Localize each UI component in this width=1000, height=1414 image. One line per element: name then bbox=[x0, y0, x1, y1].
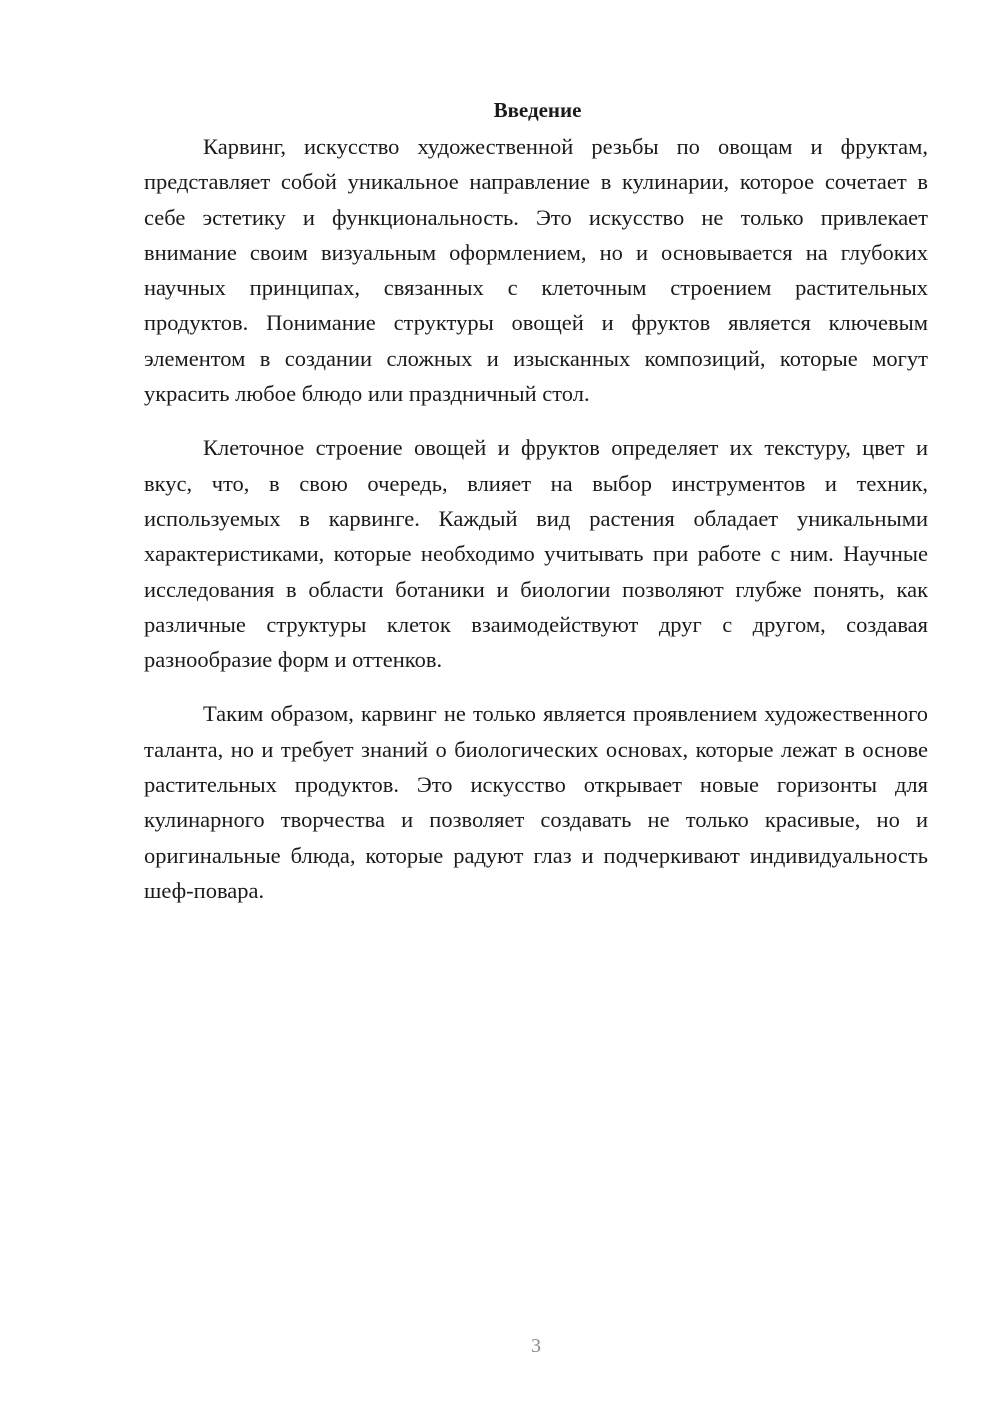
paragraph-cell-structure: Клеточное строение овощей и фруктов определяет их текстуру, цвет и вкус, что, в свою очередь, влияет на выбор инструментов и техник, используемых в карвинге. Каждый вид растения обладает уникальными характеристиками, которые необходимо учитывать при работе с ним. Научные исследования в области ботаники и биологии позволяют глубже понять, как различные структуры клеток взаимодействуют друг с другом, создавая разнообразие форм и оттенков. bbox=[144, 435, 928, 673]
page-content bbox=[144, 92, 928, 908]
page-number: 3 bbox=[531, 1335, 541, 1357]
paragraph-intro: Карвинг, искусство художественной резьбы по овощам и фруктам, представляет собой уникальное направление в кулинарии, которое сочетает в себе эстетику и функциональность. Это искусство не только привлекает внимание своим визуальным оформлением, но и основывается на глубоких научных принципах, связанных с клеточным строением растительных продуктов. Понимание структуры овощей и фруктов является ключевым элементом в создании сложных и изысканных композиций, которые могут украсить любое блюдо или праздничный стол. bbox=[144, 134, 928, 407]
section-heading: Введение bbox=[493, 98, 582, 122]
paragraph-conclusion: Таким образом, карвинг не только является проявлением художественного таланта, но и требует знаний о биологических основах, которые лежат в основе растительных продуктов. Это искусство открывает новые горизонты для кулинарного творчества и позволяет создавать не только красивые, но и оригинальные блюда, которые радуют глаз и подчеркивают индивидуальность шеф-повара. bbox=[144, 701, 928, 903]
